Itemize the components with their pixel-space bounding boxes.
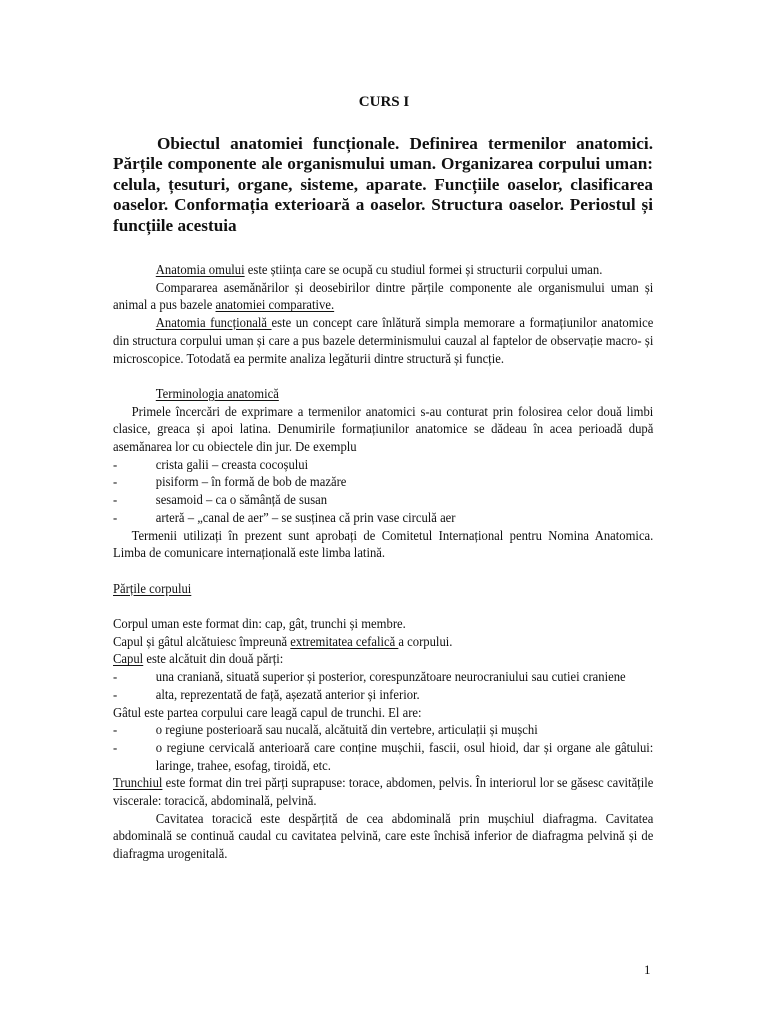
section-heading-terminology: Terminologia anatomică	[155, 385, 279, 401]
neck-regions-list	[113, 721, 653, 774]
head-parts-list	[113, 668, 653, 703]
term-anatomie-comparativa: anatomiei comparative.	[215, 297, 335, 313]
page-number: 1	[644, 962, 651, 977]
chapter-heading: Obiectul anatomiei funcționale. Definirea termenilor anatomici. Părțile componente ale organismului uman. Organizarea corpului uman: celula, țesuturi, organe, sisteme, aparate. Funcțiile oaselor, clasificarea oaselor. Conformația exterioară a oaselor. Structura oaselor. Periostul și funcțiile acestuia	[113, 134, 653, 235]
document-body	[113, 261, 653, 863]
list-item: - sesamoid – ca o sămânță de susan	[113, 492, 328, 508]
term-anatomia-omului: Anatomia omului	[155, 262, 245, 277]
paragraph-anatomy-definition: Anatomia omului este știința care se ocupă cu studiul formei și structurii corpului uman.	[155, 262, 603, 277]
paragraph-neck: Gâtul este partea corpului care leagă capul de trunchi. El are:	[113, 704, 422, 720]
list-item: - arteră – „canal de aer” – se susținea că prin vase circulă aer	[113, 509, 456, 525]
paragraph-functional-anatomy: Anatomia funcțională este un concept care înlătură simpla memorare a formațiunilor anatomice din structura corpului uman și care a pus bazele determinismului cauzal al faptelor de observație macro- și microscopice. Totodată ea permite analiza legăturii dintre structură și funcție.	[113, 315, 654, 366]
list-item: - o regiune cervicală anterioară care conține mușchii, fascii, osul hioid, dar și organe ale gâtului: laringe, trahee, esofag, tiroidă, etc.	[113, 739, 654, 773]
term-anatomia-functionala: Anatomia funcțională	[155, 315, 272, 331]
term-extremitatea-cefalica: extremitatea cefalică	[290, 633, 399, 649]
paragraph-cavities: Cavitatea toracică este despărțită de cea abdominală prin mușchiul diafragma. Cavitatea abdominală se continuă caudal cu cavitatea pelvină, care este închisă inferior de diafragma pelvină și de diafragma urogenitală.	[113, 810, 654, 862]
paragraph-body-composition: Corpul uman este format din: cap, gât, trunchi și membre.	[113, 616, 406, 632]
term-trunchiul: Trunchiul	[113, 775, 163, 791]
paragraph-comparative-anatomy: Compararea asemănărilor și deosebirilor dintre părțile componente ale organismului uman și animal a pus bazele anatomiei comparative.	[113, 279, 654, 313]
paragraph-head: Capul este alcătuit din două părți:	[113, 651, 284, 667]
list-item: - una craniană, situată superior și posterior, corespunzătoare neurocraniului sau cutiei craniene	[113, 669, 626, 685]
examples-list	[113, 456, 653, 527]
paragraph-cephalic: Capul și gâtul alcătuiesc împreună extremitatea cefalică a corpului.	[113, 633, 453, 649]
paragraph-nomina-anatomica: Termenii utilizați în prezent sunt aprobați de Comitetul Internațional pentru Nomina Anatomica. Limba de comunicare internațională este limba latină.	[113, 527, 654, 561]
list-item: - crista galii – creasta cocoșului	[113, 456, 309, 472]
term-capul: Capul	[113, 651, 144, 667]
list-item: - alta, reprezentată de față, așezată anterior și inferior.	[113, 686, 420, 702]
paragraph-trunk: Trunchiul este format din trei părți suprapuse: torace, abdomen, pelvis. În interiorul lor se găsesc cavitățile viscerale: toracică, abdominală, pelvină.	[113, 775, 654, 809]
course-title: CURS I	[358, 94, 410, 110]
list-item: - o regiune posterioară sau nucală, alcătuită din vertebre, articulații și mușchi	[113, 722, 538, 738]
paragraph-terminology: Primele încercări de exprimare a termenilor anatomici s-au conturat prin folosirea celor două limbi clasice, greaca și apoi latina. Denumirile formațiunilor anatomice se dădeau în acea perioadă după asemănarea lor cu obiectele din jur. De exemplu	[113, 403, 654, 455]
list-item: - pisiform – în formă de bob de mazăre	[113, 474, 347, 490]
section-heading-body-parts: Părțile corpului	[113, 580, 192, 596]
